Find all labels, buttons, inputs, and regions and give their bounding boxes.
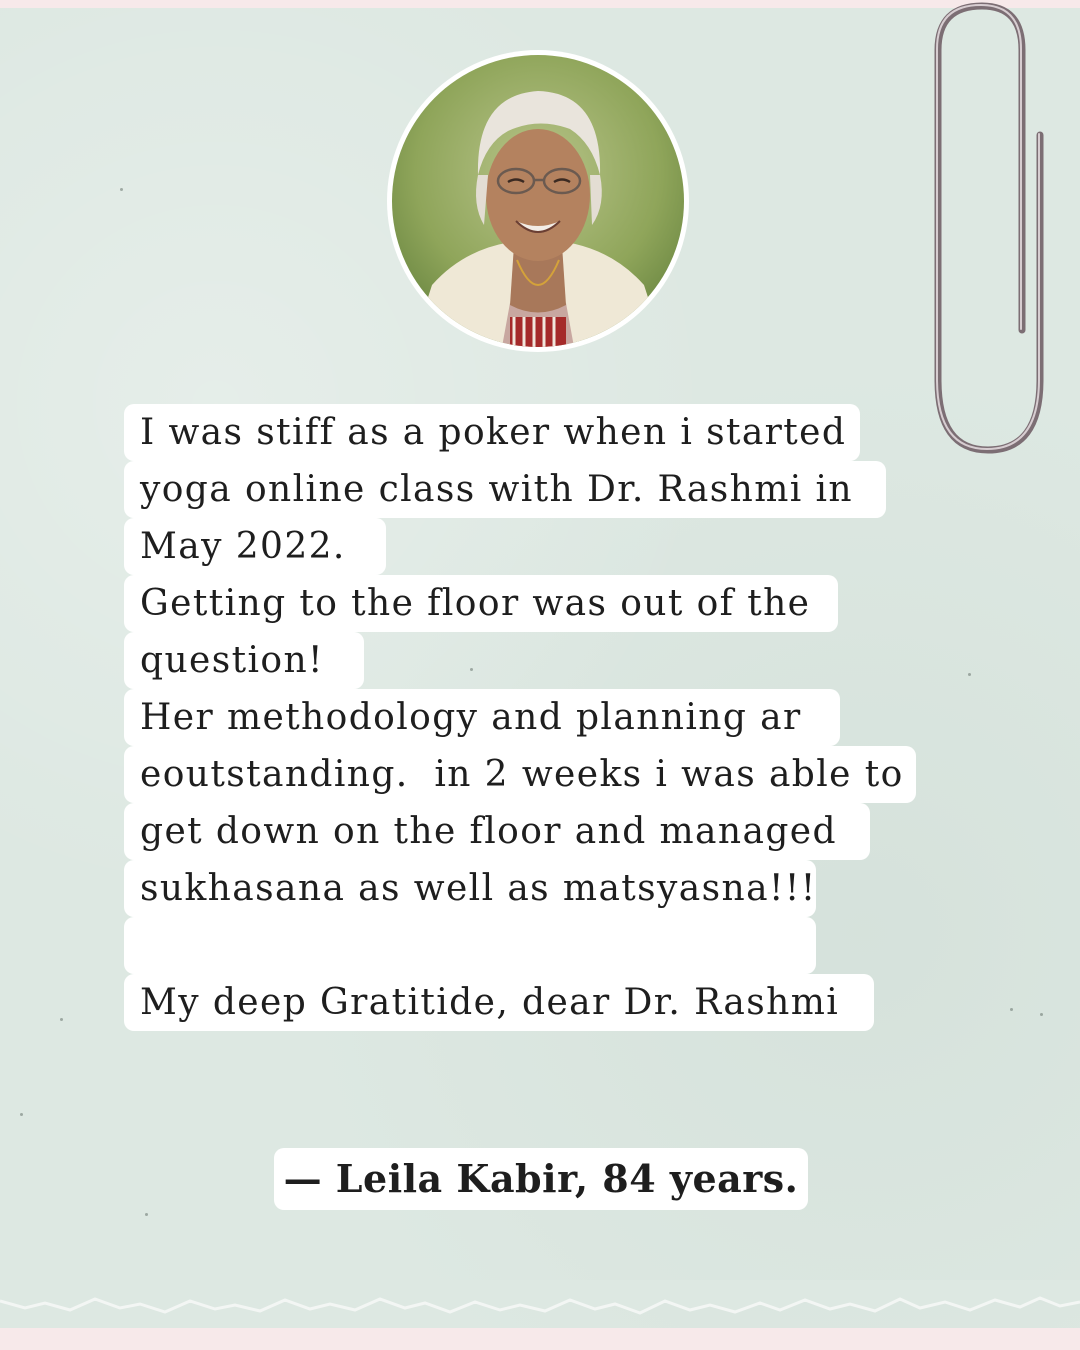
torn-paper-edge <box>0 1280 1080 1350</box>
testimonial-line: question! <box>124 632 364 689</box>
testimonial-line: eoutstanding. in 2 weeks i was able to <box>124 746 916 803</box>
testimonial-line: May 2022. <box>124 518 386 575</box>
testimonial-line: get down on the floor and managed <box>124 803 870 860</box>
profile-photo-frame <box>387 50 689 352</box>
testimonial-line: Getting to the floor was out of the <box>124 575 838 632</box>
paperclip-icon <box>920 0 1070 470</box>
testimonial-blank-line <box>124 917 816 974</box>
testimonial-line: My deep Gratitide, dear Dr. Rashmi <box>124 974 874 1031</box>
author-attribution: — Leila Kabir, 84 years. <box>274 1148 808 1210</box>
testimonial-line: Her methodology and planning ar <box>124 689 840 746</box>
testimonial-line: sukhasana as well as matsyasna!!! <box>124 860 816 917</box>
testimonial-line: I was stiff as a poker when i started <box>124 404 860 461</box>
profile-photo <box>392 55 684 347</box>
testimonial-line: yoga online class with Dr. Rashmi in <box>124 461 886 518</box>
